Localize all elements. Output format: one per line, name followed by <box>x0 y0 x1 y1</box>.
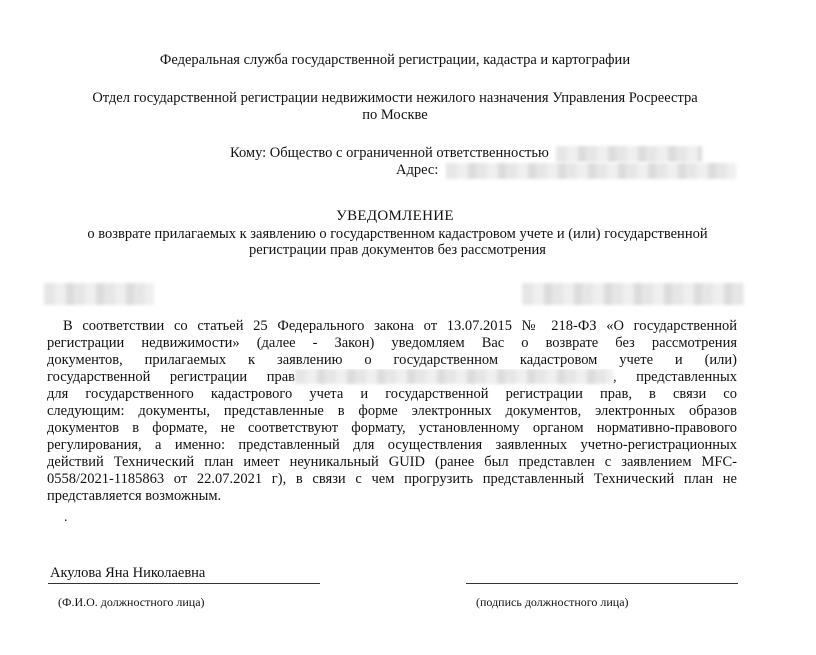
notice-subtitle-line2: регистрации прав документов без рассмотрения <box>249 242 546 258</box>
body-line: документов в формате, не соответствуют формату, установленному органом нормативно-правового <box>47 420 737 436</box>
body-line: регистрации недвижимости» (далее - Закон) уведомляем Вас о возврате без рассмотрения <box>47 335 737 351</box>
department-name-line1: Отдел государственной регистрации недвижимости нежилого назначения Управления Росреестра <box>92 90 698 106</box>
redacted-company-name <box>556 146 702 162</box>
redacted-address <box>446 163 736 179</box>
body-line: следующим: документы, представленные в форме электронных документов, электронных образов <box>47 403 737 419</box>
redacted-date <box>44 283 154 305</box>
body-line: документов, прилагаемых к заявлению о государственном кадастровом учете и (или) <box>47 352 737 368</box>
address-line <box>396 162 736 179</box>
body-line: 0558/2021-1185863 от 22.07.2021 г), в связи с чем прогрузить представленный Технический план не <box>47 471 737 487</box>
body-line: В соответствии со статьей 25 Федерального закона от 13.07.2015 № 218-ФЗ «О государственной <box>63 318 737 334</box>
body-line: для государственного кадастрового учета и государственной регистрации прав, в связи со <box>47 386 737 402</box>
body-line-part: государственной регистрации прав <box>47 369 295 385</box>
signature-underline <box>466 583 738 584</box>
recipient-line <box>230 145 702 162</box>
redacted-number <box>522 283 744 305</box>
recipient-label: Кому: Общество с ограниченной ответственностью <box>230 145 549 161</box>
signature-caption: (подпись должностного лица) <box>476 595 629 609</box>
address-label: Адрес: <box>396 162 439 178</box>
notice-subtitle-line1: о возврате прилагаемых к заявлению о государственном кадастровом учете и (или) государственной <box>87 226 708 242</box>
body-line-with-redaction <box>47 369 737 386</box>
trailing-mark: . <box>64 510 68 525</box>
official-name: Акулова Яна Николаевна <box>50 565 206 581</box>
body-line: действий Технический план имеет неуникальный GUID (ранее был представлен с заявлением MFC- <box>47 454 737 470</box>
redacted-application-number <box>295 369 613 384</box>
body-line-part: , представленных <box>612 369 737 385</box>
body-line: регулирования, а именно: представленный для осуществления заявленных учетно-регистрационных <box>47 437 737 453</box>
department-name-line2: по Москве <box>362 107 428 123</box>
notice-body <box>47 318 737 505</box>
body-line: представляется возможным. <box>47 488 222 504</box>
name-underline <box>48 583 320 584</box>
name-caption: (Ф.И.О. должностного лица) <box>58 595 205 609</box>
agency-name: Федеральная служба государственной регистрации, кадастра и картографии <box>159 52 631 68</box>
notice-title: УВЕДОМЛЕНИЕ <box>336 208 454 224</box>
